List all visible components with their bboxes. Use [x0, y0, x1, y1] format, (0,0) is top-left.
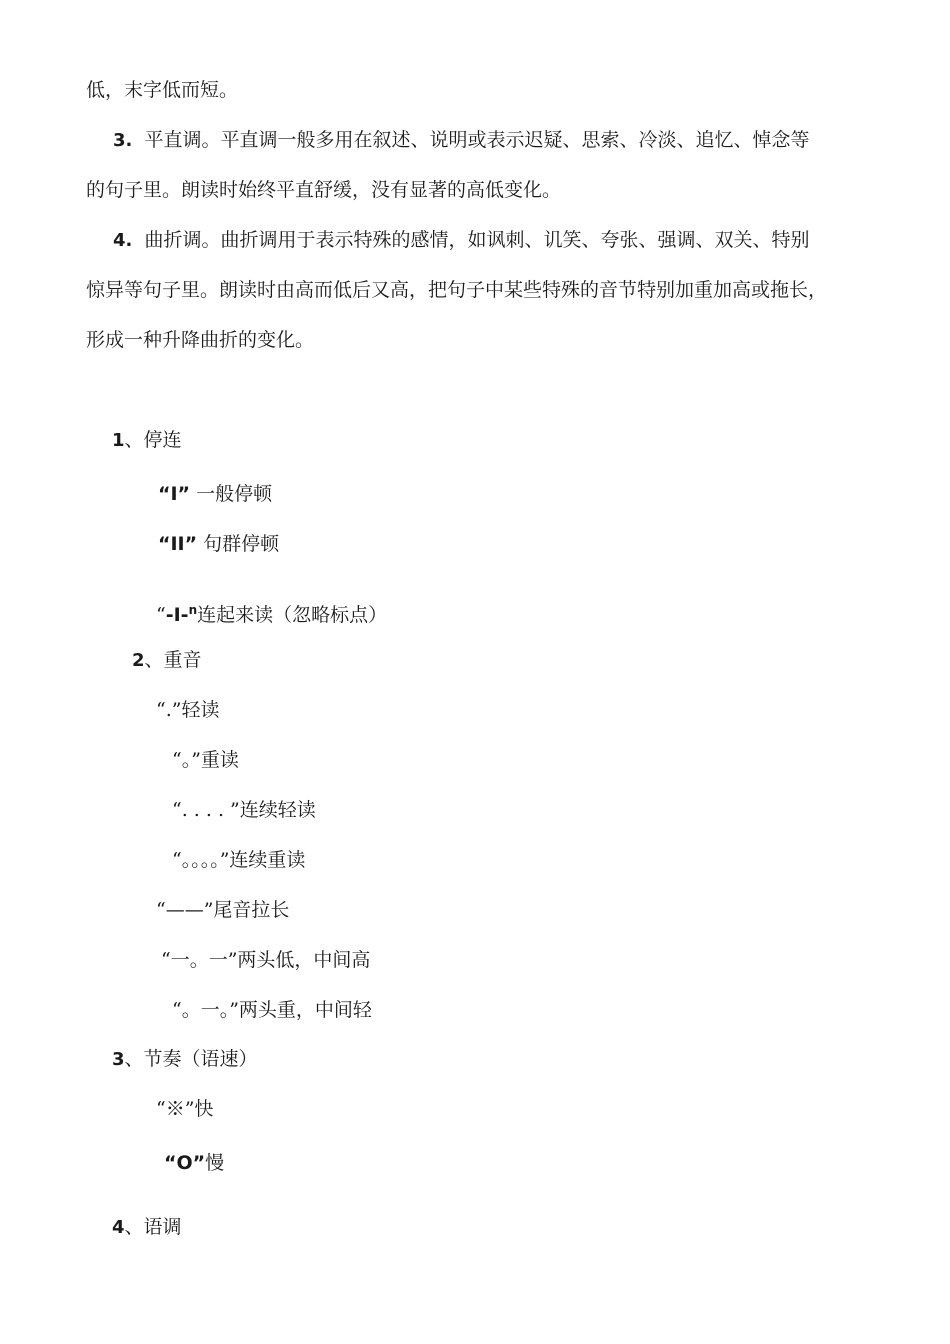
section-heading-rhythm	[112, 1047, 258, 1072]
notation-item	[158, 532, 279, 556]
paragraph-text: 平直调。平直调一般多用在叙述、说明或表示迟疑、思索、冷淡、追忆、悼念等	[144, 129, 810, 151]
section-title: 、重音	[144, 649, 202, 671]
notation-item: “。一。”两头重，中间轻	[172, 999, 372, 1021]
notation-item: “. . . . ”连续轻读	[172, 799, 316, 821]
notation-meaning: 慢	[205, 1152, 225, 1174]
notation-item: “※”快	[156, 1098, 214, 1120]
notation-item	[156, 598, 387, 627]
notation-item: “——”尾音拉长	[156, 899, 290, 921]
section-heading-intonation	[112, 1215, 182, 1240]
paragraph-text: 曲折调。曲折调用于表示特殊的感情，如讽刺、讥笑、夸张、强调、双关、特别	[144, 229, 810, 251]
notation-meaning: 句群停顿	[197, 533, 280, 555]
section-number: 4	[112, 1217, 125, 1238]
notation-meaning: 一般停顿	[190, 483, 273, 505]
section-heading-stress	[132, 648, 202, 673]
paragraph-3	[113, 128, 809, 153]
section-title: 、节奏（语速）	[124, 1048, 258, 1070]
notation-symbol: “I”	[158, 483, 191, 505]
paragraph-line: 的句子里。朗读时始终平直舒缓，没有显著的高低变化。	[86, 179, 562, 201]
notation-symbol: “II”	[158, 533, 198, 555]
section-title: 、停连	[124, 429, 182, 451]
paragraph-number: 3.	[113, 130, 133, 151]
notation-item: “。。。。”连续重读	[172, 849, 306, 871]
notation-item	[164, 1151, 224, 1175]
paragraph-line: 低，末字低而短。	[86, 79, 239, 101]
notation-superscript: n	[188, 603, 198, 617]
section-number: 3	[112, 1049, 125, 1070]
section-heading-pause	[112, 428, 182, 453]
section-number: 2	[132, 650, 145, 671]
notation-item	[158, 482, 272, 506]
notation-meaning: 连起来读（忽略标点）	[197, 604, 388, 626]
quote-mark: “	[156, 604, 166, 626]
notation-item: “.”轻读	[156, 699, 220, 721]
notation-symbol: “O”	[164, 1152, 206, 1174]
notation-symbol: -I-	[165, 604, 189, 626]
paragraph-4	[113, 228, 809, 253]
paragraph-number: 4.	[113, 230, 133, 251]
notation-item: “一。一”两头低，中间高	[161, 949, 371, 971]
paragraph-line: 惊异等句子里。朗读时由高而低后又高，把句子中某些特殊的音节特别加重加高或拖长，	[86, 279, 828, 301]
section-title: 、语调	[124, 1216, 182, 1238]
notation-item: “。”重读	[172, 749, 239, 771]
section-number: 1	[112, 430, 125, 451]
paragraph-line: 形成一种升降曲折的变化。	[86, 329, 315, 351]
